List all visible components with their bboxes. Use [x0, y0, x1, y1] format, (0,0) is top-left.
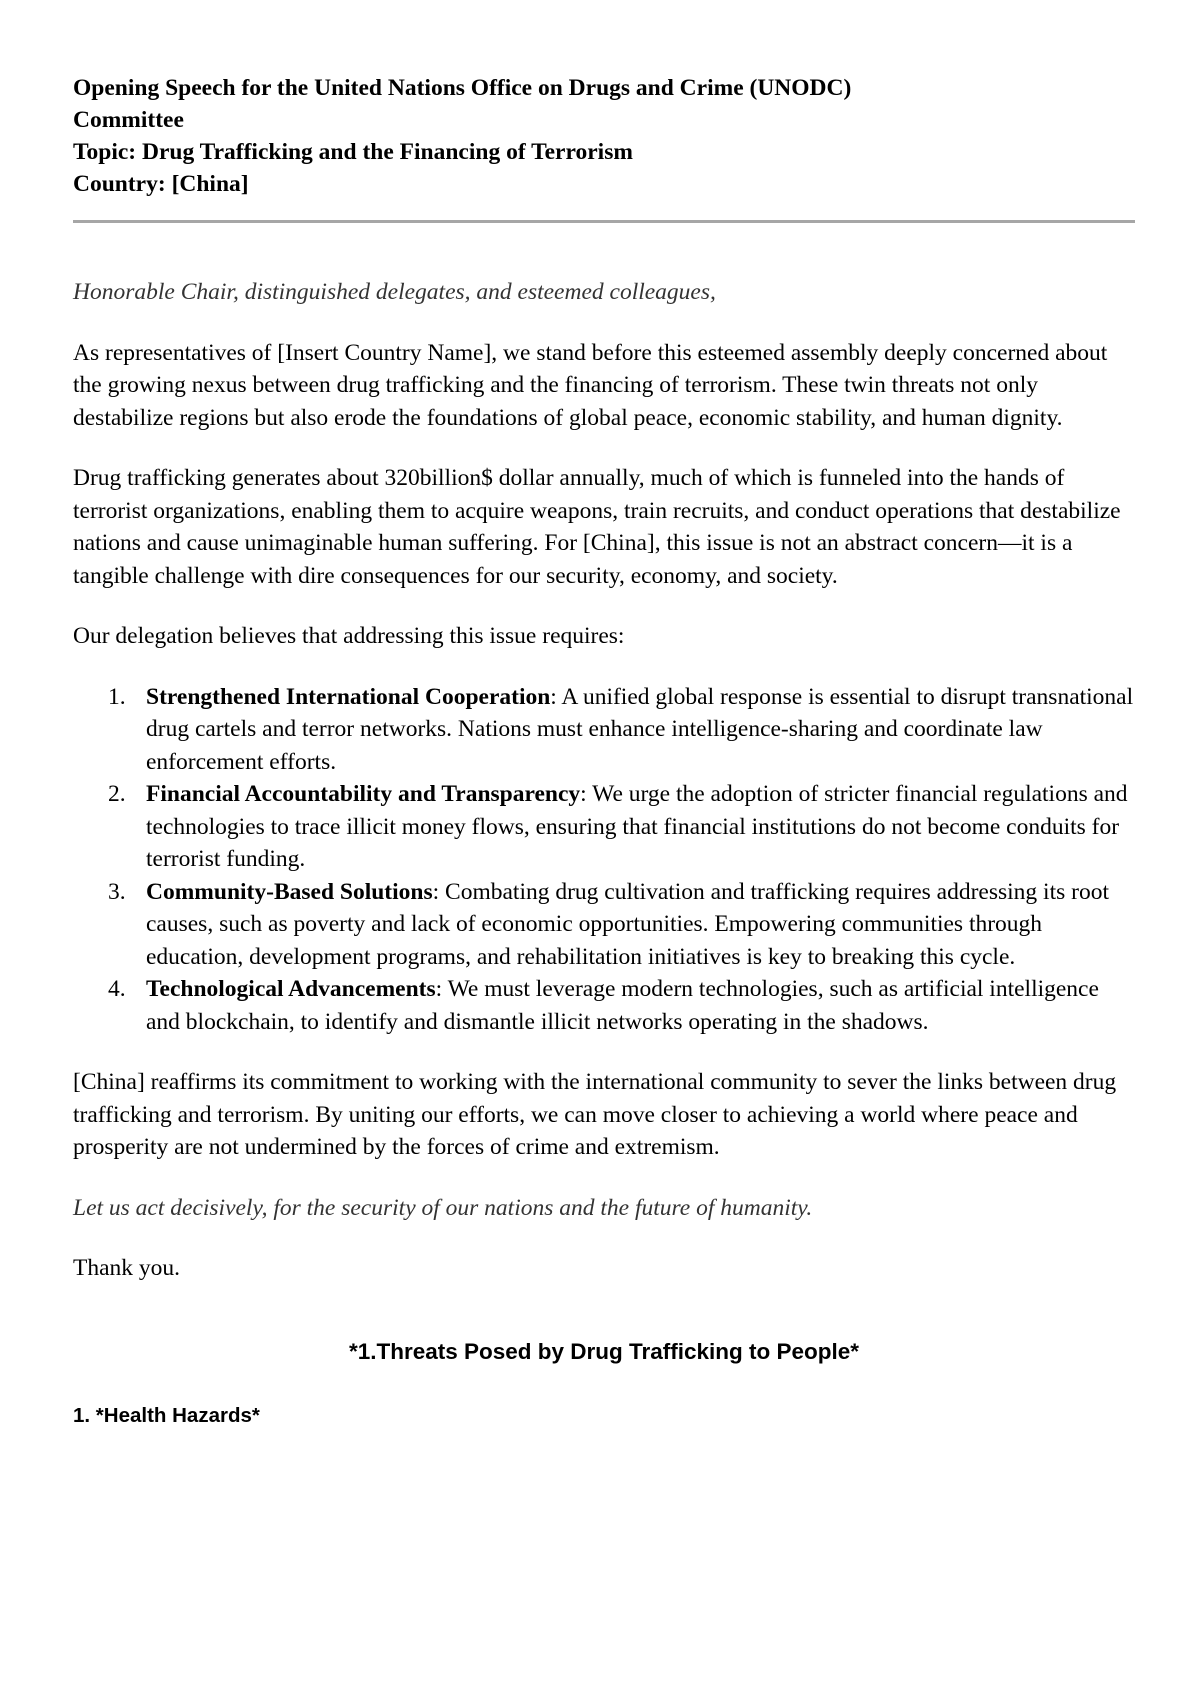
list-item-heading: Financial Accountability and Transparency	[146, 781, 581, 807]
document-page	[73, 72, 1135, 1450]
speech-salutation: Honorable Chair, distinguished delegates, and esteemed colleagues,	[73, 279, 716, 305]
list-item-number: 4.	[108, 976, 126, 1002]
list-item	[108, 681, 1135, 779]
speech-paragraph-4: [China] reaffirms its commitment to working with the international community to sever the links between drug trafficking and terrorism. By uniting our efforts, we can move closer to achieving a world where peace and prosperity are not undermined by the forces of crime and extremism.	[73, 1069, 1117, 1160]
list-item-number: 2.	[108, 781, 126, 807]
document-title-line1: Opening Speech for the United Nations Office on Drugs and Crime (UNODC)	[73, 75, 852, 101]
list-item-text: : Combating drug cultivation and trafficking requires addressing its root causes, such as poverty and lack of economic opportunities. Empowering communities through education, development programs, and rehabilitation initiatives is key to breaking this cycle.	[146, 878, 1109, 970]
recommendation-list	[73, 681, 1135, 1039]
speech-closing: Let us act decisively, for the security of our nations and the future of humanity.	[73, 1194, 813, 1221]
document-title-line2: Committee	[73, 107, 184, 133]
section-title: *1.Threats Posed by Drug Trafficking to People*	[348, 1338, 860, 1364]
section-subheading: 1. *Health Hazards*	[73, 1403, 260, 1427]
speech-thanks: Thank you.	[73, 1255, 181, 1281]
document-country: Country: [China]	[73, 171, 249, 197]
speech-paragraph-2: Drug trafficking generates about 320billion$ dollar annually, much of which is funneled into the hands of terrorist organizations, enabling them to acquire weapons, train recruits, and conduct operations that destabilize nations and cause unimaginable human suffering. For [China], this issue is not an abstract concern—it is a tangible challenge with dire consequences for our security, economy, and society.	[73, 465, 1121, 589]
list-item-text: : A unified global response is essential to disrupt transnational drug cartels and terror networks. Nations must enhance intelligence-sharing and coordinate law enforcement efforts.	[146, 683, 1134, 775]
speech-paragraph-3: Our delegation believes that addressing this issue requires:	[73, 623, 625, 649]
speech-paragraph-1: As representatives of [Insert Country Name], we stand before this esteemed assembly deeply concerned about the growing nexus between drug trafficking and the financing of terrorism. These twin threats not only destabilize regions but also erode the foundations of global peace, economic stability, and human dignity.	[73, 339, 1108, 431]
document-topic: Topic: Drug Trafficking and the Financing of Terrorism	[73, 139, 633, 165]
list-item	[108, 876, 1135, 974]
header-divider	[73, 220, 1135, 223]
list-item-number: 3.	[108, 878, 126, 905]
list-item-text: : We must leverage modern technologies, such as artificial intelligence and blockchain, to identify and dismantle illicit networks operating in the shadows.	[146, 976, 1099, 1035]
list-item-number: 1.	[108, 683, 126, 710]
list-item	[108, 778, 1135, 876]
list-item-text: : We urge the adoption of stricter financial regulations and technologies to trace illicit money flows, ensuring that financial institutions do not become conduits for terrorist funding.	[146, 781, 1128, 872]
list-item-heading: Technological Advancements	[146, 976, 436, 1002]
list-item	[108, 973, 1135, 1038]
list-item-heading: Strengthened International Cooperation	[146, 683, 551, 710]
list-item-heading: Community-Based Solutions	[146, 878, 433, 905]
document-header	[73, 72, 1135, 200]
